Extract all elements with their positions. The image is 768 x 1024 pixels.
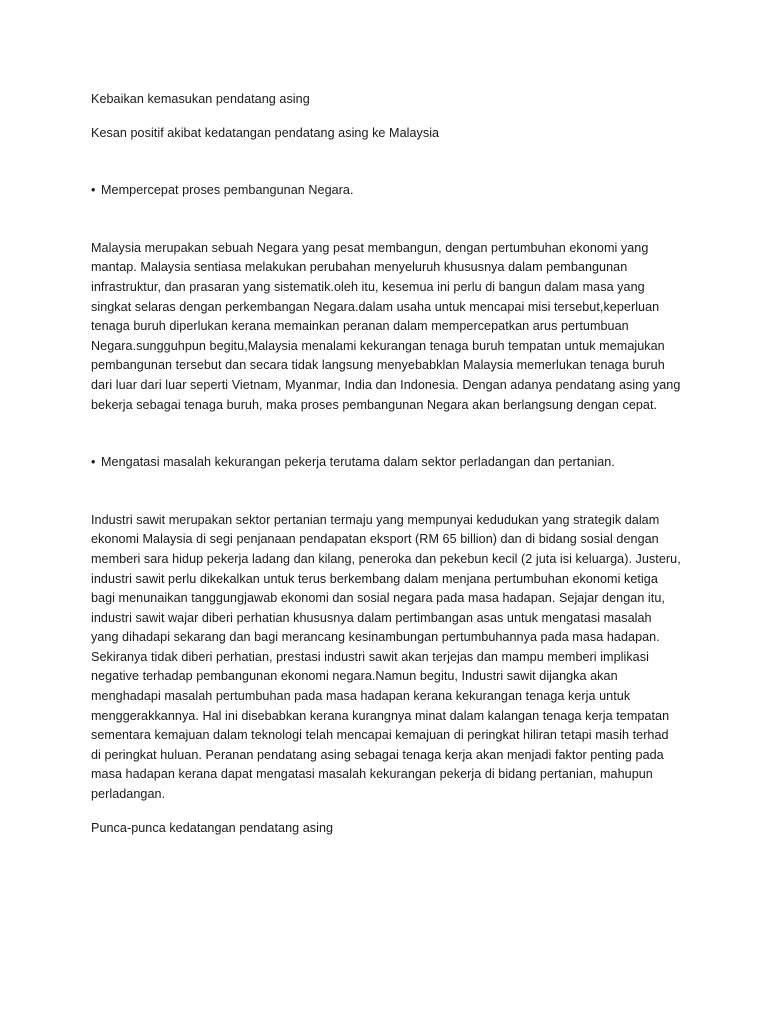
bullet-text-2: Mengatasi masalah kekurangan pekerja terutama dalam sektor perladangan dan pertanian. xyxy=(101,455,615,470)
bullet-mark-2: • xyxy=(91,455,96,470)
paragraph-2: Industri sawit merupakan sektor pertanian termaju yang mempunyai kedudukan yang strategik dalam ekonomi Malaysia di segi penjanaan pendapatan eksport (RM 65 billion) dan di bidang sosial dengan memberi sara hidup pekerja ladang dan kilang, peneroka dan pekebun kecil (2 juta isi keluarga). Justeru, industri sawit perlu dikekalkan untuk terus berkembang dalam menjana pertumbuhan ekonomi ketiga bagi menunaikan tanggungjawab ekonomi dan sosial negara pada masa hadapan. Sejajar dengan itu, industri sawit wajar diberi perhatian khususnya dalam pertimbangan asas untuk mengatasi masalah yang dihadapi sekarang dan bagi merancang kesinambungan pertumbuhannya pada masa hadapan. Sekiranya tidak diberi perhatian, prestasi industri sawit akan terjejas dan mampu memberi implikasi negative terhadap pembangunan ekonomi negara.Namun begitu, Industri sawit dijangka akan menghadapi masalah pertumbuhan pada masa hadapan kerana kekurangan tenaga kerja untuk menggerakkannya. Hal ini disebabkan kerana kurangnya minat dalam kalangan tenaga kerja tempatan sementara kemajuan dalam teknologi telah mencapai kemajuan di peringkat hiliran tetapi masih terhad di peringkat huluan. Peranan pendatang asing sebagai tenaga kerja akan menjadi faktor penting pada masa hadapan kerana dapat mengatasi masalah kekurangan pekerja di bidang pertanian, mahupun perladangan. xyxy=(91,512,681,802)
bullet-mark-1: • xyxy=(91,183,96,198)
document-subtitle: Kesan positif akibat kedatangan pendatang asing ke Malaysia xyxy=(91,125,440,140)
bullet-item-1 xyxy=(91,181,682,201)
paragraph-1: Malaysia merupakan sebuah Negara yang pesat membangun, dengan pertumbuhan ekonomi yang mantap. Malaysia sentiasa melakukan perubahan menyeluruh khususnya dalam pembangunan infrastruktur, dan prasaran yang sistematik.oleh itu, kesemua ini perlu di bangun dalam masa yang singkat selaras dengan perkembangan Negara.dalam usaha untuk mencapai misi tersebut,keperluan tenaga buruh diperlukan kerana memainkan peranan dalam mempercepatkan arus pertumbuan Negara.sungguhpun begitu,Malaysia menalami kekurangan tenaga buruh tempatan untuk memajukan pembangunan tersebut dan secara tidak langsung menyebabklan Malaysia memerlukan tenaga buruh dari luar dari luar seperti Vietnam, Myanmar, India dan Indonesia. Dengan adanya pendatang asing yang bekerja sebagai tenaga buruh, maka proses pembangunan Negara akan berlangsung dengan cepat. xyxy=(91,240,681,412)
bullet-item-2 xyxy=(91,453,682,473)
document-title: Kebaikan kemasukan pendatang asing xyxy=(91,92,310,106)
bullet-text-1: Mempercepat proses pembangunan Negara. xyxy=(101,183,354,198)
closing-heading: Punca-punca kedatangan pendatang asing xyxy=(91,820,334,835)
